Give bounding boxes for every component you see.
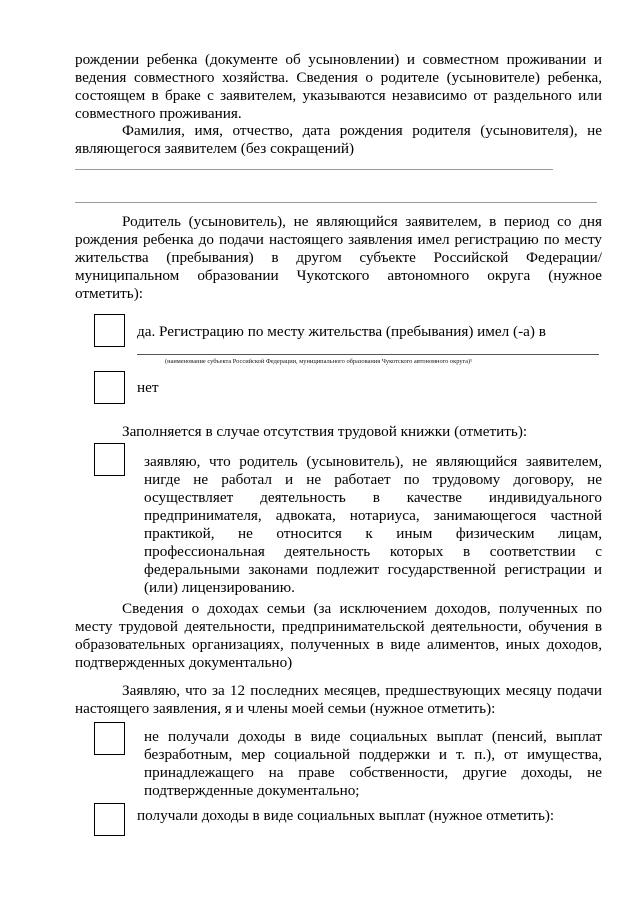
registration-place-line[interactable]: [137, 354, 599, 355]
registration-yes-checkbox[interactable]: [94, 314, 125, 347]
parent-name-line-1[interactable]: [75, 169, 553, 170]
paragraph-work-book: Заполняется в случае отсутствия трудовой книжки (отметить):: [122, 423, 528, 440]
received-social-checkbox[interactable]: [94, 803, 125, 836]
registration-place-caption: (наименование субъекта Российской Федерации, муниципального образования Чукотского автономного округа)¹: [165, 358, 473, 365]
parent-name-line-2[interactable]: [75, 202, 597, 203]
registration-no-checkbox[interactable]: [94, 371, 125, 404]
paragraph-registration: Родитель (усыновитель), не являющийся заявителем, в период со дня рождения ребенка до подачи настоящего заявления имел регистрацию по месту жительства (пребывания) в другом субъекте Российской Федерации/муниципальном образовании Чукотского автономного округа (нужное отметить):: [75, 213, 602, 302]
registration-yes-label: да. Регистрацию по месту жительства (пребывания) имел (-а) в: [137, 323, 546, 340]
paragraph-family-income: Сведения о доходах семьи (за исключением доходов, полученных по месту трудовой деятельности, предпринимательской деятельности, обучения в образовательных организациях, полученных в виде алиментов, иных доходов, подтвержденных документально): [75, 600, 602, 671]
paragraph-family-info: рождении ребенка (документе об усыновлении) и совместном проживании и ведения совместного хозяйства. Сведения о родителе (усыновителе) ребенка, состоящем в браке с заявителем, указываются независимо от раздельного или совместного проживания.: [75, 51, 602, 122]
paragraph-declaration: Заявляю, что за 12 последних месяцев, предшествующих месяцу подачи настоящего заявления, я и члены моей семьи (нужное отметить):: [75, 682, 602, 717]
no-income-label: не получали доходы в виде социальных выплат (пенсий, выплат безработным, мер социальной поддержки и т. п.), от имущества, принадлежащего на праве собственности, другие доходы, не подтвержденные документально;: [144, 728, 602, 799]
no-work-book-checkbox[interactable]: [94, 443, 125, 476]
received-social-label: получали доходы в виде социальных выплат (нужное отметить):: [137, 807, 555, 824]
registration-no-label: нет: [137, 379, 159, 396]
no-income-checkbox[interactable]: [94, 722, 125, 755]
paragraph-parent-name-label: Фамилия, имя, отчество, дата рождения родителя (усыновителя), не являющегося заявителем (без сокращений): [75, 122, 602, 157]
no-work-book-label: заявляю, что родитель (усыновитель), не являющийся заявителем, нигде не работал и не работает по трудовому договору, не осуществляет деятельность в качестве индивидуального предпринимателя, адвоката, нотариуса, занимающегося частной практикой, не относится к иным физическим лицам, профессиональная деятельность которых в соответствии с федеральными законами подлежит государственной регистрации и (или) лицензированию.: [144, 453, 602, 596]
